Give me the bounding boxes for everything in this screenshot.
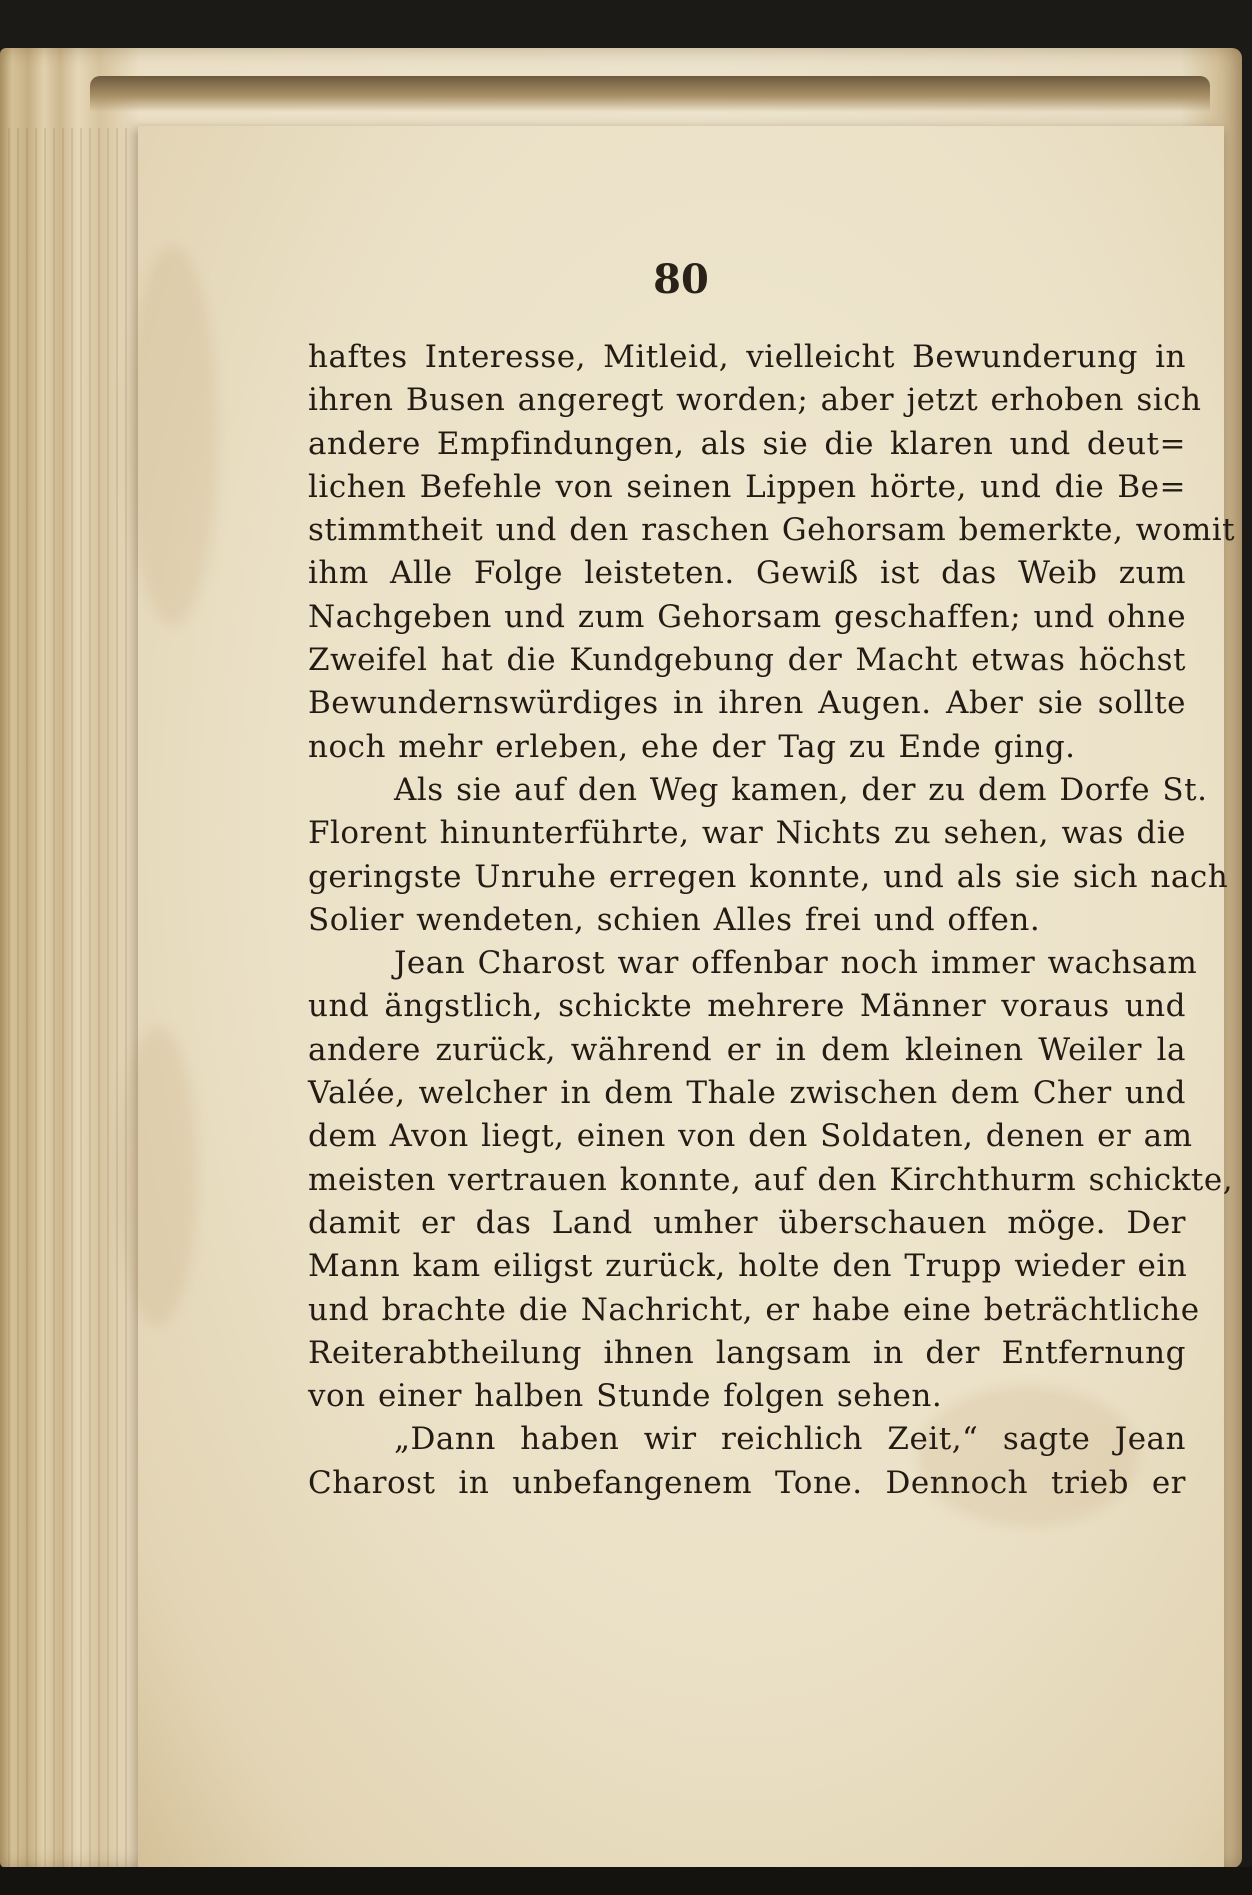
text-line: Mann kam eiligst zurück, holte den Trupp wieder ein (308, 1248, 1188, 1285)
background-edge (0, 1867, 1252, 1895)
page-edges (8, 128, 128, 1888)
page-stain (118, 1026, 198, 1326)
text-line: lichen Befehle von seinen Lippen hörte, und die Be= (308, 468, 1186, 505)
text-line: Florent hinunterführte, war Nichts zu sehen, was die (308, 815, 1186, 852)
text-line: und brachte die Nachricht, er habe eine beträchtliche (308, 1291, 1200, 1328)
page-number: 80 (653, 256, 709, 303)
text-line: Als sie auf den Weg kamen, der zu dem Dorfe St. (394, 771, 1208, 808)
text-line: Jean Charost war offenbar noch immer wachsam (394, 945, 1198, 982)
text-line: ihren Busen angeregt worden; aber jetzt erhoben sich (308, 382, 1202, 419)
text-line: andere zurück, während er in dem kleinen Weiler la (308, 1031, 1186, 1068)
text-line: von einer halben Stunde folgen sehen. (308, 1378, 943, 1415)
book-top-edge (90, 76, 1210, 112)
text-line: Zweifel hat die Kundgebung der Macht etwas höchst (308, 642, 1186, 679)
body-text (308, 336, 1236, 1505)
text-line: Nachgeben und zum Gehorsam geschaffen; und ohne (308, 598, 1187, 635)
paragraph-1 (308, 336, 1236, 769)
text-line: Solier wendeten, schien Alles frei und offen. (308, 901, 1041, 938)
page-stain (128, 246, 218, 626)
text-line: Valée, welcher in dem Thale zwischen dem Cher und (308, 1075, 1186, 1112)
text-line: andere Empfindungen, als sie die klaren und deut= (308, 425, 1186, 462)
book-page (138, 126, 1236, 1884)
text-line: und ängstlich, schickte mehrere Männer voraus und (308, 988, 1186, 1025)
text-line: „Dann haben wir reichlich Zeit,“ sagte Jean (394, 1421, 1186, 1458)
book (0, 48, 1242, 1868)
paragraph-4 (308, 1418, 1186, 1505)
paragraph-2 (308, 769, 1229, 942)
paragraph-3 (308, 942, 1234, 1418)
text-line: Reiterabtheilung ihnen langsam in der Entfernung (308, 1334, 1186, 1371)
text-line: meisten vertrauen konnte, auf den Kirchthurm schickte, (308, 1161, 1234, 1198)
text-line: Bewundernswürdiges in ihren Augen. Aber sie sollte (308, 685, 1186, 722)
text-line: noch mehr erleben, ehe der Tag zu Ende ging. (308, 728, 1076, 765)
text-line: Charost in unbefangenem Tone. Dennoch trieb er (308, 1464, 1186, 1501)
text-line: geringste Unruhe erregen konnte, und als sie sich nach (308, 858, 1229, 895)
text-line: dem Avon liegt, einen von den Soldaten, denen er am (308, 1118, 1193, 1155)
text-line: stimmtheit und den raschen Gehorsam bemerkte, womit (308, 512, 1236, 549)
text-line: damit er das Land umher überschauen möge. Der (308, 1204, 1186, 1241)
text-line: haftes Interesse, Mitleid, vielleicht Bewunderung in (308, 339, 1186, 375)
text-line: ihm Alle Folge leisteten. Gewiß ist das Weib zum (308, 555, 1186, 592)
